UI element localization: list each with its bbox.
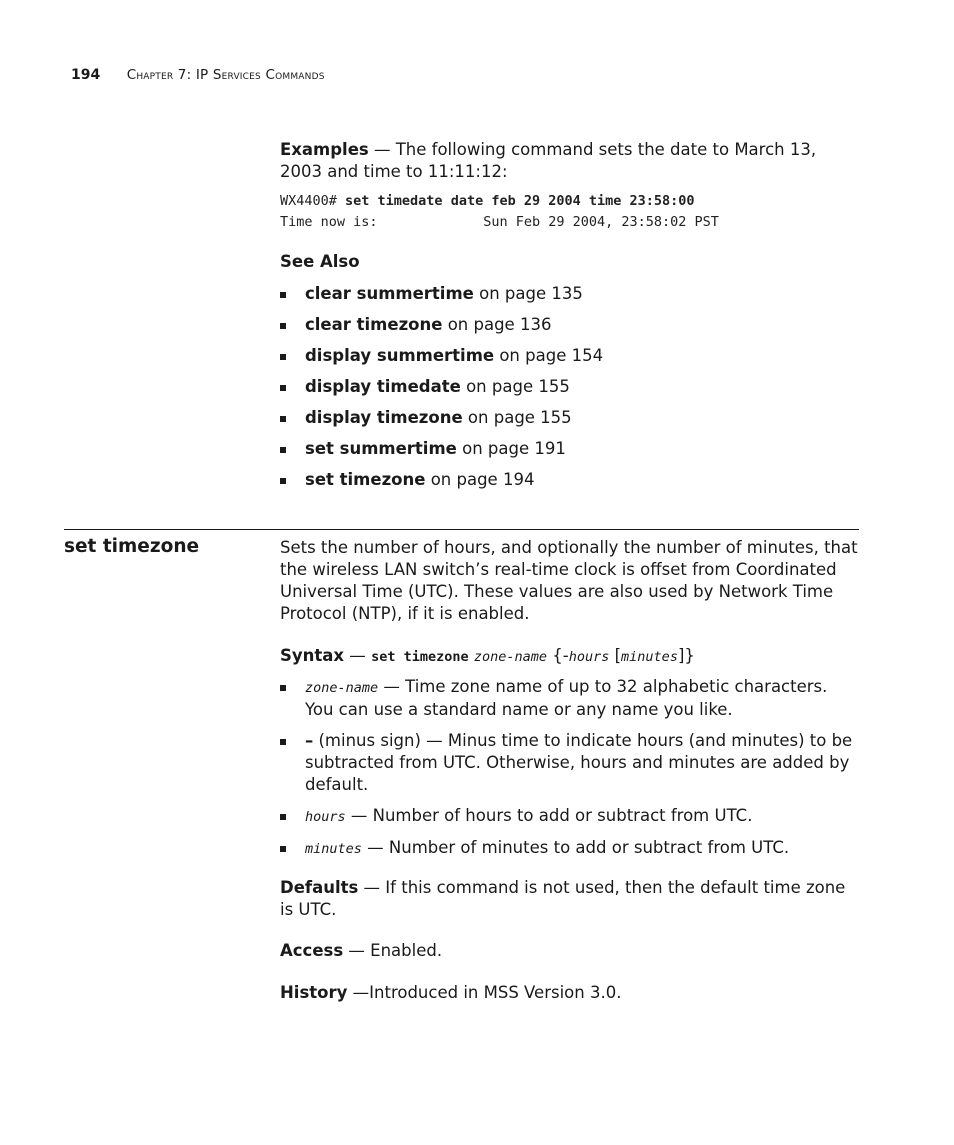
- list-item: [280, 805, 860, 828]
- list-item: [280, 314, 860, 336]
- bullet-icon: [280, 354, 286, 360]
- param-name: minutes: [305, 841, 362, 857]
- examples-paragraph: [280, 139, 860, 183]
- bullet-icon: [280, 323, 286, 329]
- link-command[interactable]: clear timezone: [305, 315, 443, 334]
- link-command[interactable]: display timedate: [305, 377, 461, 396]
- page-reference: on page 135: [473, 284, 583, 303]
- example-command-line: [280, 193, 695, 209]
- access-text: — Enabled.: [343, 941, 443, 960]
- syntax-arg-hours: hours: [568, 649, 610, 665]
- link-command[interactable]: set summertime: [305, 439, 457, 458]
- access-label: Access: [280, 941, 344, 960]
- parameter-list: [280, 676, 860, 860]
- list-item: [280, 676, 860, 721]
- syntax-arg-minutes: minutes: [621, 649, 678, 665]
- param-desc: — Number of hours to add or subtract from UTC.: [345, 806, 753, 825]
- page-reference: on page 191: [456, 439, 566, 458]
- link-command[interactable]: display summertime: [305, 346, 495, 365]
- list-item: [280, 283, 860, 305]
- bullet-icon: [280, 447, 286, 453]
- section-title: set timezone: [64, 536, 200, 557]
- syntax-command: set timezone: [371, 649, 469, 665]
- list-item: [280, 438, 860, 460]
- bullet-icon: [280, 846, 286, 852]
- list-item: [280, 837, 860, 860]
- page-reference: on page 136: [442, 315, 552, 334]
- page-number: 194: [71, 67, 101, 83]
- link-command[interactable]: set timezone: [305, 470, 426, 489]
- list-item: [280, 407, 860, 429]
- history-paragraph: [280, 982, 860, 1004]
- page-reference: on page 155: [460, 377, 570, 396]
- syntax-dash: —: [344, 646, 372, 665]
- syntax-label: Syntax: [280, 646, 345, 665]
- list-item: [280, 345, 860, 367]
- bullet-icon: [280, 292, 286, 298]
- see-also-heading: See Also: [280, 252, 360, 271]
- bullet-icon: [280, 685, 286, 691]
- page-reference: on page 194: [425, 470, 535, 489]
- running-header: [71, 67, 325, 83]
- param-name: zone-name: [305, 680, 379, 696]
- syntax-open-bracket: [: [609, 646, 622, 665]
- list-item: [280, 376, 860, 398]
- param-name: hours: [305, 809, 346, 825]
- param-desc: — Time zone name of up to 32 alphabetic characters. You can use a standard name or any name you like.: [305, 677, 828, 719]
- examples-text: — The following command sets the date to March 13, 2003 and time to 11:11:12:: [280, 140, 817, 181]
- example-output-line: Time now is: Sun Feb 29 2004, 23:58:02 PST: [280, 214, 719, 230]
- bullet-icon: [280, 478, 286, 484]
- code-command: set timedate date feb 29 2004 time 23:58:00: [345, 193, 695, 209]
- history-label: History: [280, 983, 348, 1002]
- link-command[interactable]: display timezone: [305, 408, 463, 427]
- list-item: [280, 730, 860, 796]
- bullet-icon: [280, 416, 286, 422]
- syntax-close: ]}: [677, 646, 695, 665]
- defaults-paragraph: [280, 877, 860, 921]
- code-prompt: WX4400#: [280, 193, 346, 209]
- chapter-title: Chapter 7: IP Services Commands: [126, 67, 325, 83]
- examples-label: Examples: [280, 140, 369, 159]
- page-reference: on page 155: [462, 408, 572, 427]
- bullet-icon: [280, 385, 286, 391]
- bullet-icon: [280, 814, 286, 820]
- syntax-open-brace: {-: [547, 646, 569, 665]
- param-name: –: [305, 731, 314, 750]
- history-text: —Introduced in MSS Version 3.0.: [347, 983, 622, 1002]
- section-divider: [64, 529, 859, 530]
- section-description: Sets the number of hours, and optionally the number of minutes, that the wireless LAN switch’s real-time clock is offset from Coordinated Universal Time (UTC). These values are also used by Network Time Protocol (NTP), if it is enabled.: [280, 538, 858, 623]
- list-item: [280, 469, 860, 491]
- see-also-list: [280, 283, 860, 491]
- bullet-icon: [280, 739, 286, 745]
- syntax-line: [280, 645, 860, 668]
- defaults-text: — If this command is not used, then the default time zone is UTC.: [280, 878, 846, 919]
- access-paragraph: [280, 940, 860, 962]
- syntax-arg-zone: zone-name: [473, 649, 548, 665]
- param-desc: (minus sign) — Minus time to indicate hours (and minutes) to be subtracted from UTC. Otherwise, hours and minutes are added by default.: [305, 731, 853, 794]
- page-reference: on page 154: [494, 346, 604, 365]
- defaults-label: Defaults: [280, 878, 359, 897]
- link-command[interactable]: clear summertime: [305, 284, 474, 303]
- param-desc: — Number of minutes to add or subtract from UTC.: [361, 838, 790, 857]
